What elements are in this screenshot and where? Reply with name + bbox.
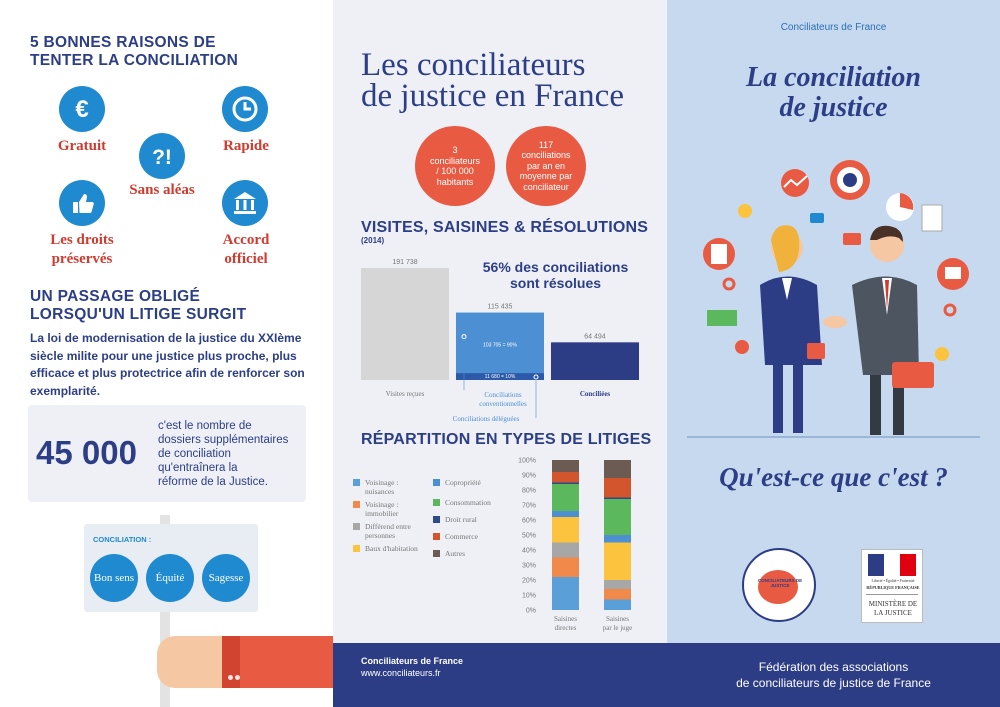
hand-illustration bbox=[157, 636, 227, 688]
stat-circle-line: moyenne par bbox=[519, 171, 573, 182]
bar-0 bbox=[361, 268, 449, 380]
right-title-line-2: de justice bbox=[779, 92, 888, 123]
reason-rapide: Rapide bbox=[223, 138, 269, 154]
reason-droits-line-1: Les droits bbox=[50, 232, 114, 248]
gear-icon bbox=[724, 279, 734, 289]
euro-coin-icon bbox=[935, 347, 949, 361]
y-tick-label: 100% bbox=[518, 457, 536, 465]
legend-swatch bbox=[353, 479, 360, 486]
y-tick-label: 60% bbox=[521, 517, 536, 525]
stack-segment bbox=[604, 535, 631, 543]
location-pin-icon bbox=[735, 340, 749, 354]
sign-bon-sens: Bon sens bbox=[90, 554, 138, 602]
stat-circle-line: 3 bbox=[452, 145, 458, 155]
svg-text:?!: ?! bbox=[152, 146, 172, 169]
stack-segment bbox=[552, 543, 579, 558]
repartition-stacked-chart bbox=[508, 452, 667, 638]
footer-url[interactable]: www.conciliateurs.fr bbox=[361, 668, 441, 678]
legend-swatch bbox=[353, 545, 360, 552]
stack-segment bbox=[604, 460, 631, 478]
legend-swatch bbox=[433, 550, 440, 557]
svg-text:€: € bbox=[75, 96, 89, 123]
reasons-title-line-1: 5 BONNES RAISONS DE bbox=[30, 34, 216, 51]
ministry-divider bbox=[866, 594, 918, 595]
legend-label: Consommation bbox=[445, 498, 491, 507]
stat-circle-line: / 100 000 bbox=[436, 166, 474, 176]
stack-segment bbox=[552, 517, 579, 543]
ministry-republic: RÉPUBLIQUE FRANÇAISE bbox=[866, 585, 920, 590]
lightbulb-icon bbox=[738, 204, 752, 218]
stack-segment bbox=[552, 558, 579, 578]
stack-segment bbox=[604, 589, 631, 600]
stack-segment bbox=[552, 484, 579, 511]
top-label: Conciliateurs de France bbox=[780, 22, 887, 33]
sign-sagesse: Sagesse bbox=[202, 554, 250, 602]
stack-category-label: Saisines par le juge bbox=[602, 615, 633, 632]
legend-item bbox=[353, 544, 425, 553]
bar-breakdown-label: 11 680 = 10% bbox=[484, 374, 516, 380]
stack-segment bbox=[604, 543, 631, 581]
courthouse-icon bbox=[222, 180, 268, 226]
stat-text-line-5: réforme de la Justice. bbox=[158, 476, 268, 488]
stack-segment bbox=[552, 577, 579, 610]
document-icon bbox=[922, 205, 942, 231]
visites-title: VISITES, SAISINES & RÉSOLUTIONS bbox=[361, 219, 649, 236]
reasons-title bbox=[30, 34, 238, 70]
bar-value-label: 64 494 bbox=[584, 333, 606, 341]
legend-item bbox=[353, 478, 425, 496]
legend-swatch bbox=[433, 516, 440, 523]
bar-value-label: 191 738 bbox=[392, 259, 418, 266]
stat-circle-line: conciliateurs bbox=[429, 155, 481, 166]
y-tick-label: 10% bbox=[521, 592, 536, 600]
mid-title bbox=[361, 47, 624, 114]
federation-footer bbox=[667, 659, 1000, 691]
stat-circle-line: conciliations bbox=[521, 150, 571, 161]
right-panel bbox=[667, 0, 1000, 707]
visites-bar-chart bbox=[333, 250, 667, 430]
legend-item bbox=[353, 522, 425, 540]
ministry-motto: Liberté • Égalité • Fraternité bbox=[871, 579, 915, 583]
legend-label: Droit rural bbox=[445, 515, 477, 524]
stack-segment bbox=[552, 472, 579, 483]
right-title-line-1: La conciliation bbox=[746, 62, 921, 93]
reason-accord-line-2: officiel bbox=[224, 251, 268, 267]
stat-text-line-1: c'est le nombre de bbox=[158, 420, 252, 432]
money-icon bbox=[707, 310, 737, 326]
stat-text-line-4: qu'entraînera la bbox=[158, 462, 238, 474]
gear-icon bbox=[945, 305, 955, 315]
federation-footer-line-2: de conciliateurs de justice de France bbox=[736, 676, 931, 690]
badge-text: CONCILIATEURS DE JUSTICE bbox=[757, 578, 803, 588]
sign-label: CONCILIATION : bbox=[93, 535, 152, 544]
y-tick-label: 20% bbox=[521, 577, 536, 585]
reason-accord bbox=[204, 231, 288, 269]
stat-circle-conciliations bbox=[506, 126, 586, 206]
reasons-title-line-2: TENTER LA CONCILIATION bbox=[30, 52, 239, 69]
footer-org: Conciliateurs de France bbox=[361, 656, 464, 666]
federation-footer-line-1: Fédération des associations bbox=[758, 660, 909, 674]
bar-category-label: Visites reçues bbox=[385, 390, 425, 398]
annotation-deleguees: Conciliations déléguées bbox=[452, 415, 520, 423]
stat-text-line-2: dossiers supplémentaires bbox=[158, 434, 289, 446]
legend-swatch bbox=[433, 479, 440, 486]
stat-box bbox=[28, 405, 306, 502]
y-tick-label: 50% bbox=[521, 532, 536, 540]
ministry-logo bbox=[861, 549, 923, 623]
ministry-name-line-1: MINISTÈRE DE bbox=[868, 600, 918, 608]
y-tick-label: 40% bbox=[521, 547, 536, 555]
legend-swatch bbox=[433, 533, 440, 540]
euro-icon bbox=[59, 86, 105, 132]
stat-circle-line: 117 bbox=[538, 139, 554, 150]
sign-equite: Équité bbox=[146, 554, 194, 602]
ministry-name-line-2: LA JUSTICE bbox=[874, 609, 912, 617]
passage-title-line-1: UN PASSAGE OBLIGÉ bbox=[30, 288, 201, 305]
chat-bubble-icon bbox=[810, 213, 824, 223]
bar-category-label: Conciliées bbox=[579, 390, 611, 398]
legend-swatch bbox=[353, 523, 360, 530]
y-tick-label: 70% bbox=[521, 502, 536, 510]
cuff-button-icon bbox=[235, 675, 240, 680]
conciliateurs-badge bbox=[742, 548, 816, 622]
middle-panel bbox=[333, 0, 667, 707]
mid-title-line-2: de justice en France bbox=[361, 78, 624, 114]
legend-swatch bbox=[433, 499, 440, 506]
stack-segment bbox=[604, 499, 631, 535]
question-title: Qu'est-ce que c'est ? bbox=[719, 462, 948, 492]
briefcase-icon bbox=[892, 362, 934, 388]
legend-label: Commerce bbox=[445, 532, 478, 541]
stack-segment bbox=[552, 483, 579, 485]
stack-segment bbox=[552, 511, 579, 517]
calculator-icon bbox=[807, 343, 825, 359]
reason-sans-aleas: Sans aléas bbox=[129, 182, 195, 198]
stack-segment bbox=[604, 580, 631, 589]
legend-label: Copropriété bbox=[445, 478, 481, 487]
bar-breakdown-label: 103 705 = 90% bbox=[483, 342, 517, 349]
pct-headline-line-1: 56% des conciliations bbox=[482, 259, 629, 275]
conciliation-sign bbox=[84, 524, 258, 612]
legend-item bbox=[353, 500, 425, 518]
stack-segment bbox=[604, 478, 631, 498]
legend-label: Voisinage : immobilier bbox=[365, 500, 399, 518]
stat-number: 45 000 bbox=[36, 434, 137, 471]
y-tick-label: 0% bbox=[525, 607, 536, 615]
y-tick-label: 90% bbox=[521, 472, 536, 480]
clock-icon bbox=[222, 86, 268, 132]
stack-category-label: Saisines directes bbox=[554, 615, 577, 632]
left-panel bbox=[0, 0, 333, 707]
legend-label: Autres bbox=[445, 549, 465, 558]
ministry-name bbox=[862, 600, 924, 618]
question-exclamation-icon bbox=[139, 133, 185, 179]
stat-text-line-3: de conciliation bbox=[158, 448, 231, 460]
legend-label: Baux d'habitation bbox=[365, 544, 418, 553]
y-tick-label: 80% bbox=[521, 487, 536, 495]
reason-accord-line-1: Accord bbox=[222, 232, 270, 248]
legend-swatch bbox=[353, 501, 360, 508]
french-flag-icon bbox=[868, 554, 916, 576]
stat-text bbox=[158, 419, 288, 489]
stat-circle-line: conciliateur bbox=[523, 181, 569, 192]
thumbs-up-icon bbox=[59, 180, 105, 226]
bar-value-label: 115 435 bbox=[487, 303, 513, 311]
chat-bubble-icon bbox=[843, 233, 861, 245]
reason-droits-line-2: préservés bbox=[51, 251, 113, 267]
cuff-button-icon bbox=[228, 675, 233, 680]
cuff-illustration bbox=[222, 636, 240, 688]
legend-label: Voisinage : nuisances bbox=[365, 478, 399, 496]
mid-title-line-1: Les conciliateurs bbox=[361, 47, 586, 83]
reform-paragraph: La loi de modernisation de la justice du XXIème siècle milite pour une justice plus proche, plus efficace et plus protectrice afin de renforcer son exemplarité. bbox=[30, 331, 305, 398]
right-title bbox=[667, 63, 1000, 123]
annotation-conventionnelles: Conciliations conventionnelles bbox=[479, 391, 527, 408]
repartition-title: RÉPARTITION EN TYPES DE LITIGES bbox=[361, 431, 652, 448]
visites-year: (2014) bbox=[361, 236, 385, 245]
reason-gratuit: Gratuit bbox=[57, 138, 107, 154]
passage-title-line-2: LORSQU'UN LITIGE SURGIT bbox=[30, 306, 247, 323]
handshake-illustration bbox=[667, 150, 1000, 450]
stack-segment bbox=[604, 498, 631, 500]
reason-droits bbox=[34, 231, 130, 269]
stat-circle-line: par an en bbox=[526, 160, 565, 171]
stat-circle-line: habitants bbox=[436, 176, 474, 187]
stack-segment bbox=[552, 460, 579, 472]
legend-label: Différend entre personnes bbox=[365, 522, 411, 540]
pct-headline-line-2: sont résolues bbox=[509, 275, 602, 291]
stack-segment bbox=[604, 600, 631, 611]
passage-title bbox=[30, 288, 246, 324]
y-tick-label: 30% bbox=[521, 562, 536, 570]
bar-2 bbox=[551, 342, 639, 380]
stat-circle-conciliateurs bbox=[415, 126, 495, 206]
